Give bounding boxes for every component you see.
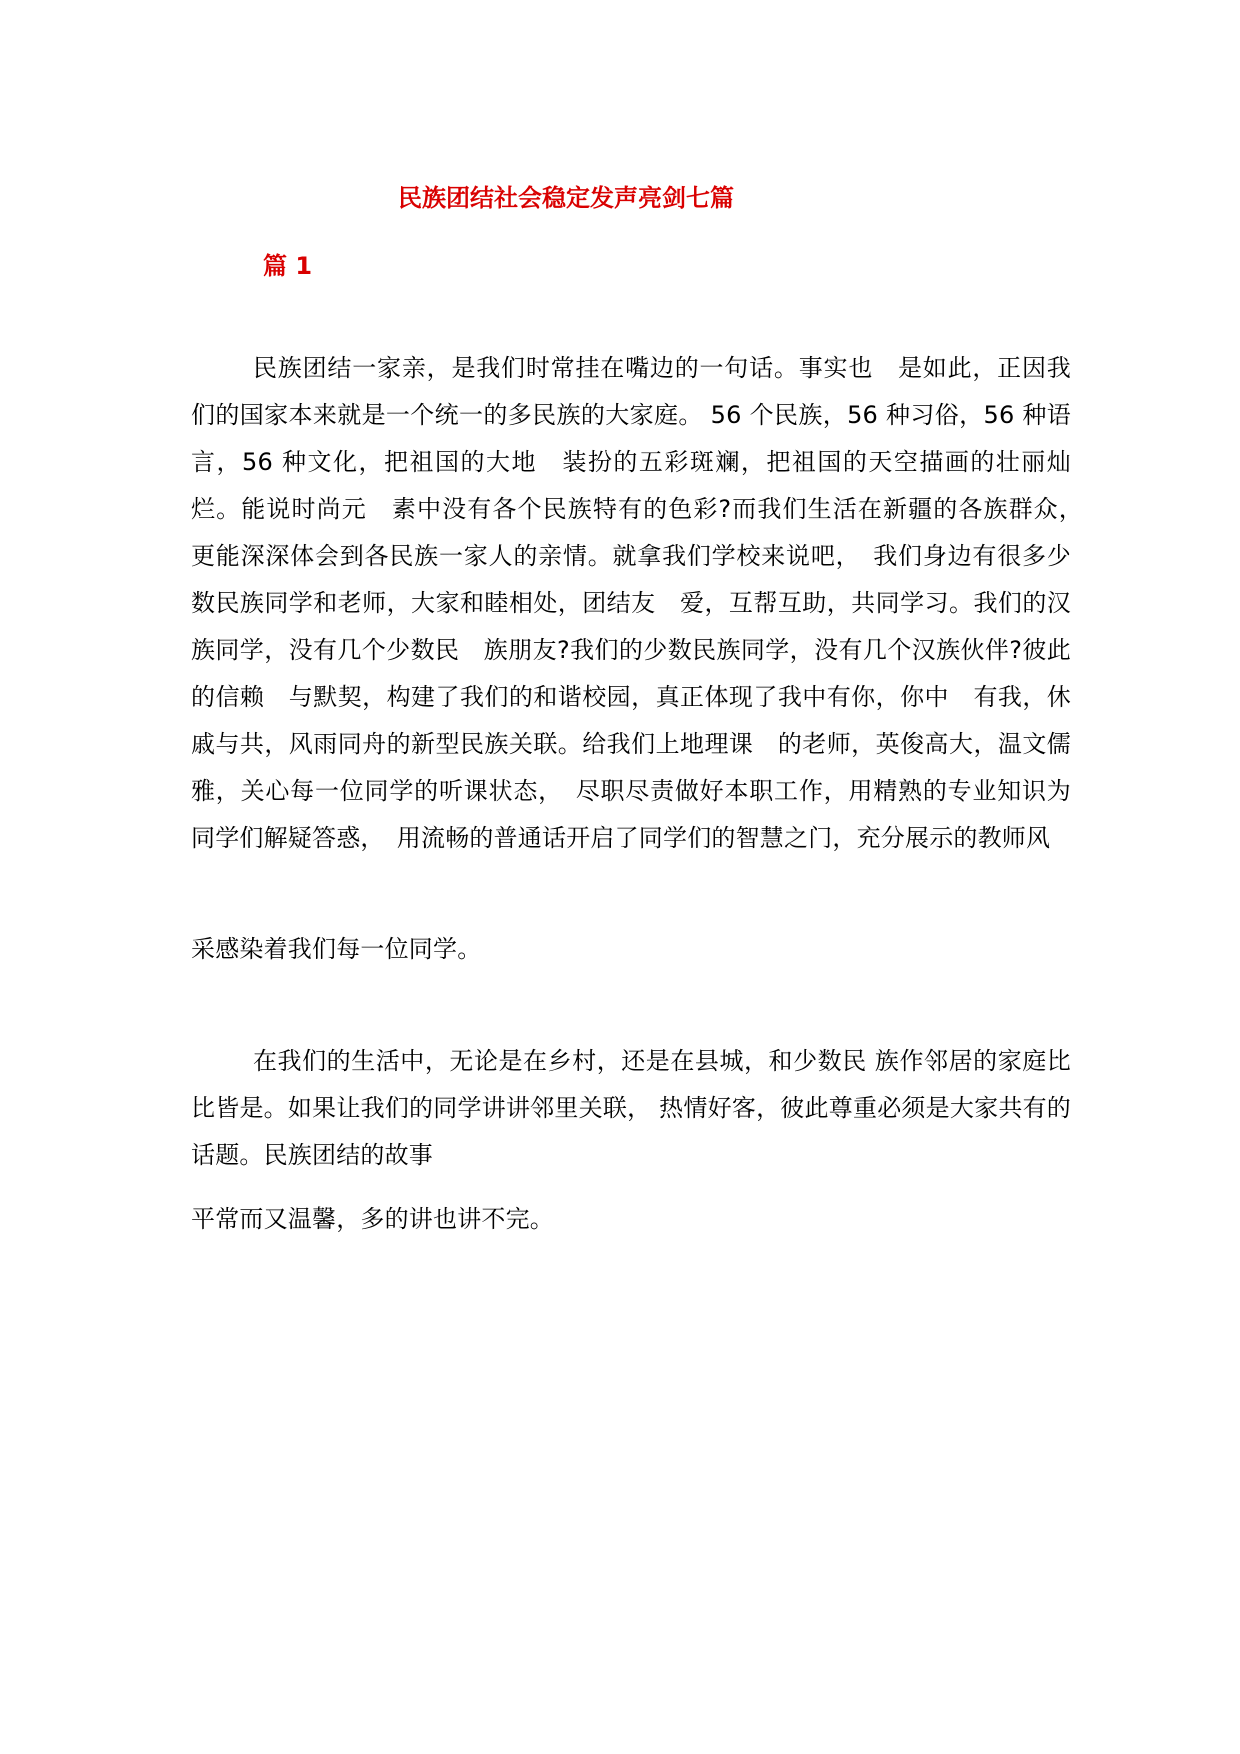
- paragraph-1: 民族团结一家亲，是我们时常挂在嘴边的一句话。事实也 是如此，正因我们的国家本来就是一个统一的多民族的大家庭。 56 个民族，56 种习俗，56 种语言，56 种文化，把祖国的大地 装扮的五彩斑斓，把祖国的天空描画的壮丽灿烂。能说时尚元 素中没有各个民族特有的色彩?而我们生活在新疆的各族群众， 更能深深体会到各民族一家人的亲情。就拿我们学校来说吧， 我们身边有很多少数民族同学和老师，大家和睦相处，团结友 爱，互帮互助，共同学习。我们的汉族同学，没有几个少数民 族朋友?我们的少数民族同学，没有几个汉族伙伴?彼此的信赖 与默契，构建了我们的和谐校园，真正体现了我中有你，你中 有我，休戚与共，风雨同舟的新型民族关联。给我们上地理课 的老师，英俊高大，温文儒雅，关心每一位同学的听课状态， 尽职尽责做好本职工作，用精熟的专业知识为同学们解疑答惑， 用流畅的普通话开启了同学们的智慧之门，充分展示的教师风: [191, 354, 1096, 852]
- paragraph-2: 在我们的生活中，无论是在乡村，还是在县城，和少数民 族作邻居的家庭比比皆是。如果让我们的同学讲讲邻里关联， 热情好客，彼此尊重必须是大家共有的话题。民族团结的故事: [191, 1047, 1071, 1169]
- paragraph-2-continuation: 平常而又温馨，多的讲也讲不完。: [191, 1205, 554, 1233]
- section-heading: 篇 1: [263, 252, 313, 280]
- paragraph-1-continuation: 采感染着我们每一位同学。: [191, 935, 482, 963]
- document-title: 民族团结社会稳定发声亮剑七篇: [398, 184, 734, 212]
